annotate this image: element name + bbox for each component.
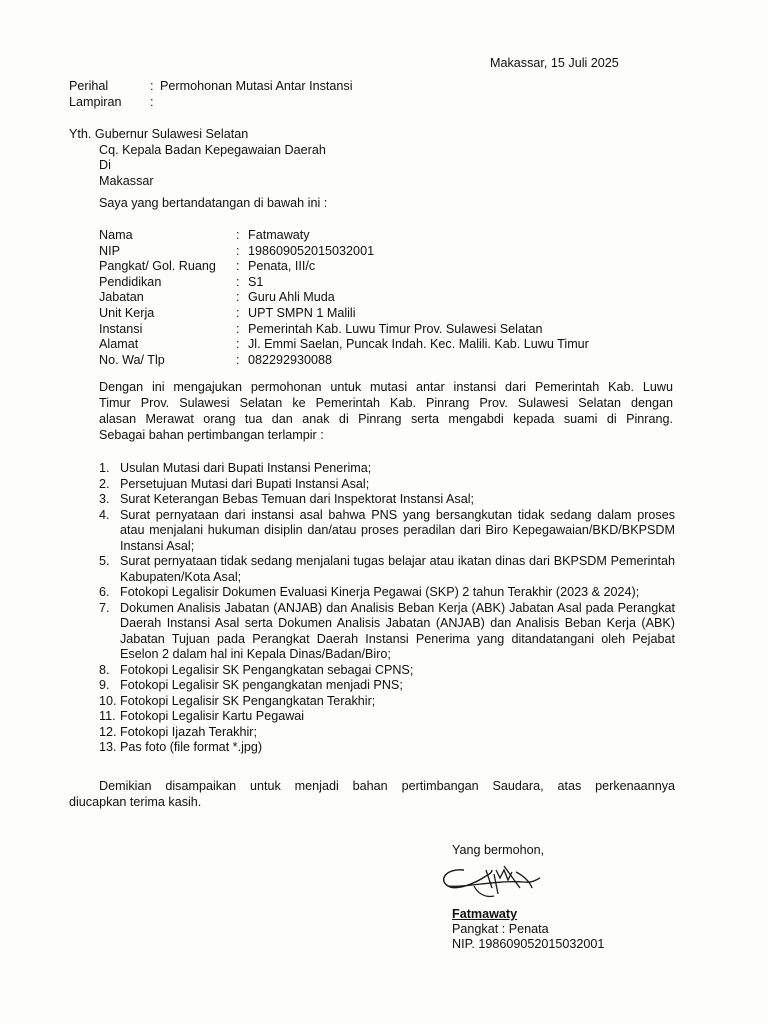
identity-value: Fatmawaty <box>248 228 310 242</box>
attachment-item <box>99 663 675 679</box>
identity-label: Alamat <box>99 337 139 352</box>
signer-name: Fatmawaty <box>452 907 518 921</box>
identity-colon: : <box>236 306 240 320</box>
identity-colon: : <box>236 274 240 289</box>
attachment-item <box>99 694 675 710</box>
recipient-line-3: Di <box>99 158 111 172</box>
attachment-text: Fotokopi Legalisir Dokumen Evaluasi Kinerja Pegawai (SKP) 2 tahun Terakhir (2023 & 2024); <box>120 585 640 599</box>
identity-colon: : <box>236 290 240 305</box>
closing-paragraph <box>69 779 675 810</box>
attachment-item <box>99 725 675 741</box>
signer-rank: Pangkat : Penata <box>452 922 549 936</box>
attachment-text: Surat pernyataan tidak sedang menjalani tugas belajar atau ikatan dinas dari BKPSDM Pemerintah Kabupaten/Kota Asal; <box>120 554 675 584</box>
attachment-number: 9. <box>99 678 110 692</box>
attachment-item <box>99 678 675 694</box>
attachment-number: 4. <box>99 507 110 522</box>
attachment-text: Surat pernyataan dari instansi asal bahwa PNS yang bersangkutan tidak sedang dalam proses atau menjalani hukuman disiplin dan/atau proses peradilan dari Biro Kepegawaian/BKD/BKPSDM Instansi Asal; <box>120 507 675 553</box>
attachment-number: 10. <box>99 693 117 708</box>
attachment-item <box>99 601 675 663</box>
attachment-item <box>99 740 675 756</box>
identity-colon: : <box>236 337 240 352</box>
identity-label: Instansi <box>99 321 143 336</box>
identity-value: UPT SMPN 1 Malili <box>248 306 356 320</box>
attachment-item <box>99 492 675 508</box>
attachment-number: 11. <box>99 709 116 723</box>
identity-value: Pemerintah Kab. Luwu Timur Prov. Sulawesi Selatan <box>248 321 543 336</box>
subject-colon: : <box>150 79 154 93</box>
signoff-text: Yang bermohon, <box>452 843 545 857</box>
attachment-text: Persetujuan Mutasi dari Bupati Instansi Asal; <box>120 476 370 491</box>
identity-colon: : <box>236 352 240 367</box>
identity-value: 198609052015032001 <box>248 243 375 258</box>
attachment-text: Fotokopi Legalisir SK Pengangkatan sebagai CPNS; <box>120 662 414 677</box>
identity-label: Pendidikan <box>99 274 162 289</box>
subject-label: Perihal <box>69 79 109 93</box>
attachment-number: 13. <box>99 740 117 754</box>
attachment-item <box>99 508 675 555</box>
body-line-1: Dengan ini mengajukan permohonan untuk mutasi antar instansi dari Pemerintah Kab. Luwu <box>99 380 673 394</box>
subject-value: Permohonan Mutasi Antar Instansi <box>160 79 353 93</box>
identity-colon: : <box>236 243 240 258</box>
attachment-number: 12. <box>99 724 117 739</box>
attachment-item <box>99 477 675 493</box>
attachment-item <box>99 554 675 585</box>
identity-colon: : <box>236 259 240 274</box>
body-line-3: alasan Merawat orang tua dan anak di Pinrang serta mengabdi kepada suami di Pinrang. <box>99 412 673 426</box>
closing-line-1: Demikian disampaikan untuk menjadi bahan pertimbangan Saudara, atas perkenaannya <box>99 779 675 793</box>
identity-label: NIP <box>99 243 120 258</box>
attachment-number: 1. <box>99 461 110 475</box>
identity-value: 082292930088 <box>248 352 333 367</box>
attachment-text: Fotokopi Legalisir SK pengangkatan menjadi PNS; <box>120 678 403 692</box>
recipient-line-1: Yth. Gubernur Sulawesi Selatan <box>69 127 249 141</box>
signer-nip: NIP. 198609052015032001 <box>452 937 605 951</box>
identity-label: Nama <box>99 228 133 242</box>
attachment-text: Fotokopi Legalisir Kartu Pegawai <box>120 709 305 723</box>
place-date: Makassar, 15 Juli 2025 <box>490 56 619 70</box>
identity-label: No. Wa/ Tlp <box>99 352 165 367</box>
identity-value: Penata, III/c <box>248 259 316 274</box>
identity-label: Jabatan <box>99 290 144 305</box>
identity-colon: : <box>236 321 240 336</box>
attachment-number: 6. <box>99 585 110 599</box>
attachment-text: Dokumen Analisis Jabatan (ANJAB) dan Analisis Beban Kerja (ABK) Jabatan Asal pada Perangkat Daerah Instansi Asal serta Dokumen Analisis Jabatan (ANJAB) dan Analisis Beban Kerja (ABK) Jabatan Tujuan pada Perangkat Daerah Instansi Penerima yang ditandatangani oleh Pejabat Eselon 2 dalam hal ini Kepala Dinas/Badan/Biro; <box>120 600 675 661</box>
attachment-number: 8. <box>99 662 110 677</box>
attachment-number: 7. <box>99 600 110 615</box>
attachment-text: Pas foto (file format *.jpg) <box>120 740 263 754</box>
identity-label: Pangkat/ Gol. Ruang <box>99 259 216 274</box>
identity-value: S1 <box>248 274 264 289</box>
attachment-item <box>99 709 675 725</box>
body-line-4: Sebagai bahan pertimbangan terlampir : <box>99 428 324 442</box>
attachment-text: Fotokopi Legalisir SK Pengangkatan Terakhir; <box>120 693 376 708</box>
attachment-text: Usulan Mutasi dari Bupati Instansi Penerima; <box>120 461 372 475</box>
attachment-number: 5. <box>99 554 110 568</box>
attachment-colon: : <box>150 95 154 109</box>
attachment-item <box>99 461 675 477</box>
closing-line-2: diucapkan terima kasih. <box>69 794 202 809</box>
identity-value: Guru Ahli Muda <box>248 290 335 305</box>
identity-label: Unit Kerja <box>99 306 155 320</box>
attachment-label: Lampiran <box>69 95 122 109</box>
attachment-number: 2. <box>99 476 110 491</box>
identity-colon: : <box>236 228 240 242</box>
attachment-item <box>99 585 675 601</box>
identity-value: Jl. Emmi Saelan, Puncak Indah. Kec. Malili. Kab. Luwu Timur <box>248 337 589 352</box>
handwritten-signature <box>434 858 554 910</box>
intro-text: Saya yang bertandatangan di bawah ini : <box>99 196 328 210</box>
attachment-list <box>99 461 675 756</box>
recipient-line-4: Makassar <box>99 174 154 188</box>
recipient-line-2: Cq. Kepala Badan Kepegawaian Daerah <box>99 143 326 157</box>
attachment-number: 3. <box>99 492 110 506</box>
attachment-text: Surat Keterangan Bebas Temuan dari Inspektorat Instansi Asal; <box>120 492 475 506</box>
attachment-text: Fotokopi Ijazah Terakhir; <box>120 724 257 739</box>
body-line-2: Timur Prov. Sulawesi Selatan ke Pemerintah Kab. Pinrang Prov. Sulawesi Selatan dengan <box>99 396 673 410</box>
